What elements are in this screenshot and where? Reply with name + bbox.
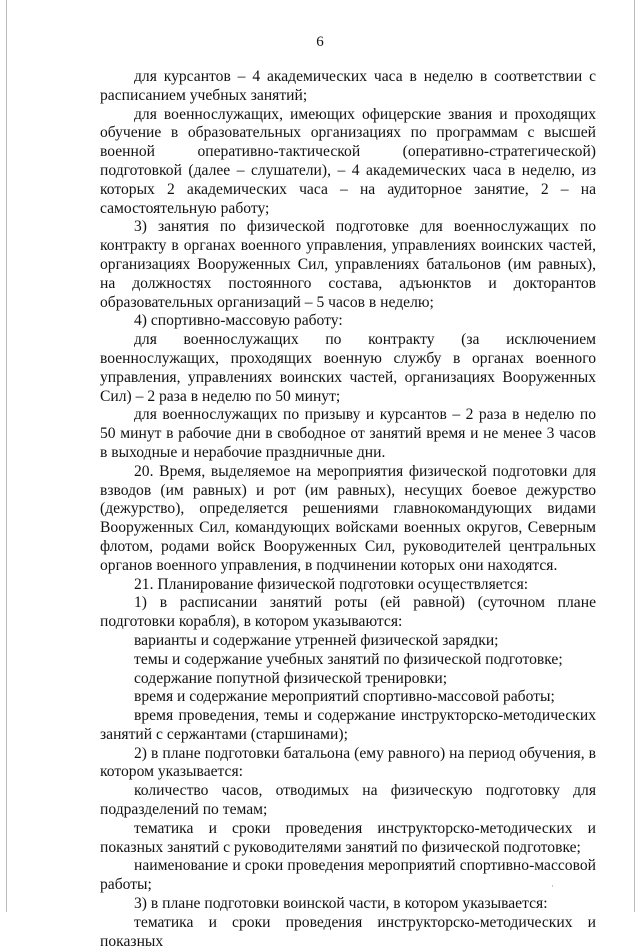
paragraph: 1) в расписании занятий роты (ей равной) (суточном плане подготовки корабля), в котором указываются: (100, 594, 596, 631)
paragraph: темы и содержание учебных занятий по физической подготовке; (134, 650, 563, 668)
paragraph: 2) в плане подготовки батальона (ему равного) на период обучения, в котором указывается: (100, 744, 596, 781)
paragraph: для курсантов – 4 академических часа в неделю в соответствии с расписанием учебных занятий; (100, 68, 596, 104)
paragraph: время и содержание мероприятий спортивно-массовой работы; (134, 688, 555, 706)
scan-edge-right (634, 0, 635, 912)
paragraph: для военнослужащих по призыву и курсантов – 2 раза в неделю по 50 минут в рабочие дни в свободное от занятий время и не менее 3 часов в выходные и нерабочие праздничные дни. (100, 406, 596, 461)
paragraph: 21. Планирование физической подготовки осуществляется: (134, 575, 529, 593)
scan-speck: · (551, 881, 554, 891)
paragraph: содержание попутной физической тренировки; (134, 669, 448, 687)
paragraph: 4) спортивно-массовую работу: (134, 312, 343, 330)
page-number: 6 (316, 34, 324, 50)
paragraph: тематика и сроки проведения инструкторско-методических и показных (100, 913, 596, 950)
paragraph: для военнослужащих, имеющих офицерские звания и проходящих обучение в образовательных организациях по программам с высшей военной оперативно-тактической (оперативно-стратегической) подготовкой (далее – слушатели), – 4 академических часа в неделю, из которых 2 академических часа – на аудиторное занятие, 2 – на самостоятельную работу; (100, 105, 596, 217)
paragraph: 20. Время, выделяемое на мероприятия физической подготовки для взводов (им равных) и рот (им равных), несущих боевое дежурство (дежурство), определяется решениями главнокомандующих видами Вооруженных Сил, командующих войсками военных округов, Северным флотом, родами войск Вооруженных Сил, руководителей центральных органов военного управления, в подчинении которых они находятся. (100, 462, 596, 574)
paragraph: количество часов, отводимых на физическую подготовку для подразделений по темам; (100, 782, 596, 819)
paragraph: наименование и сроки проведения мероприятий спортивно-массовой работы; (100, 857, 596, 894)
paragraph: для военнослужащих по контракту (за исключением военнослужащих, проходящих военную службу в органах военного управления, управлениях воинских частей, организациях Вооруженных Сил) – 2 раза в неделю по 50 минут; (100, 331, 596, 405)
paragraph: тематика и сроки проведения инструкторско-методических и показных занятий с руководителями занятий по физической подготовке; (100, 819, 596, 856)
document-body (100, 68, 596, 951)
paragraph: варианты и содержание утренней физической зарядки; (134, 631, 499, 649)
scan-edge-left (6, 0, 7, 912)
paragraph: время проведения, темы и содержание инструкторско-методических занятий с сержантами (старшинами); (100, 707, 596, 743)
paragraph: 3) занятия по физической подготовке для военнослужащих по контракту в органах военного управления, управлениях воинских частей, организациях Вооруженных Сил, управлениях батальонов (им равных), на должностях постоянного состава, адъюнктов и докторантов образовательных организаций – 5 часов в неделю; (100, 218, 596, 311)
paragraph: 3) в плане подготовки воинской части, в котором указывается: (134, 895, 548, 913)
